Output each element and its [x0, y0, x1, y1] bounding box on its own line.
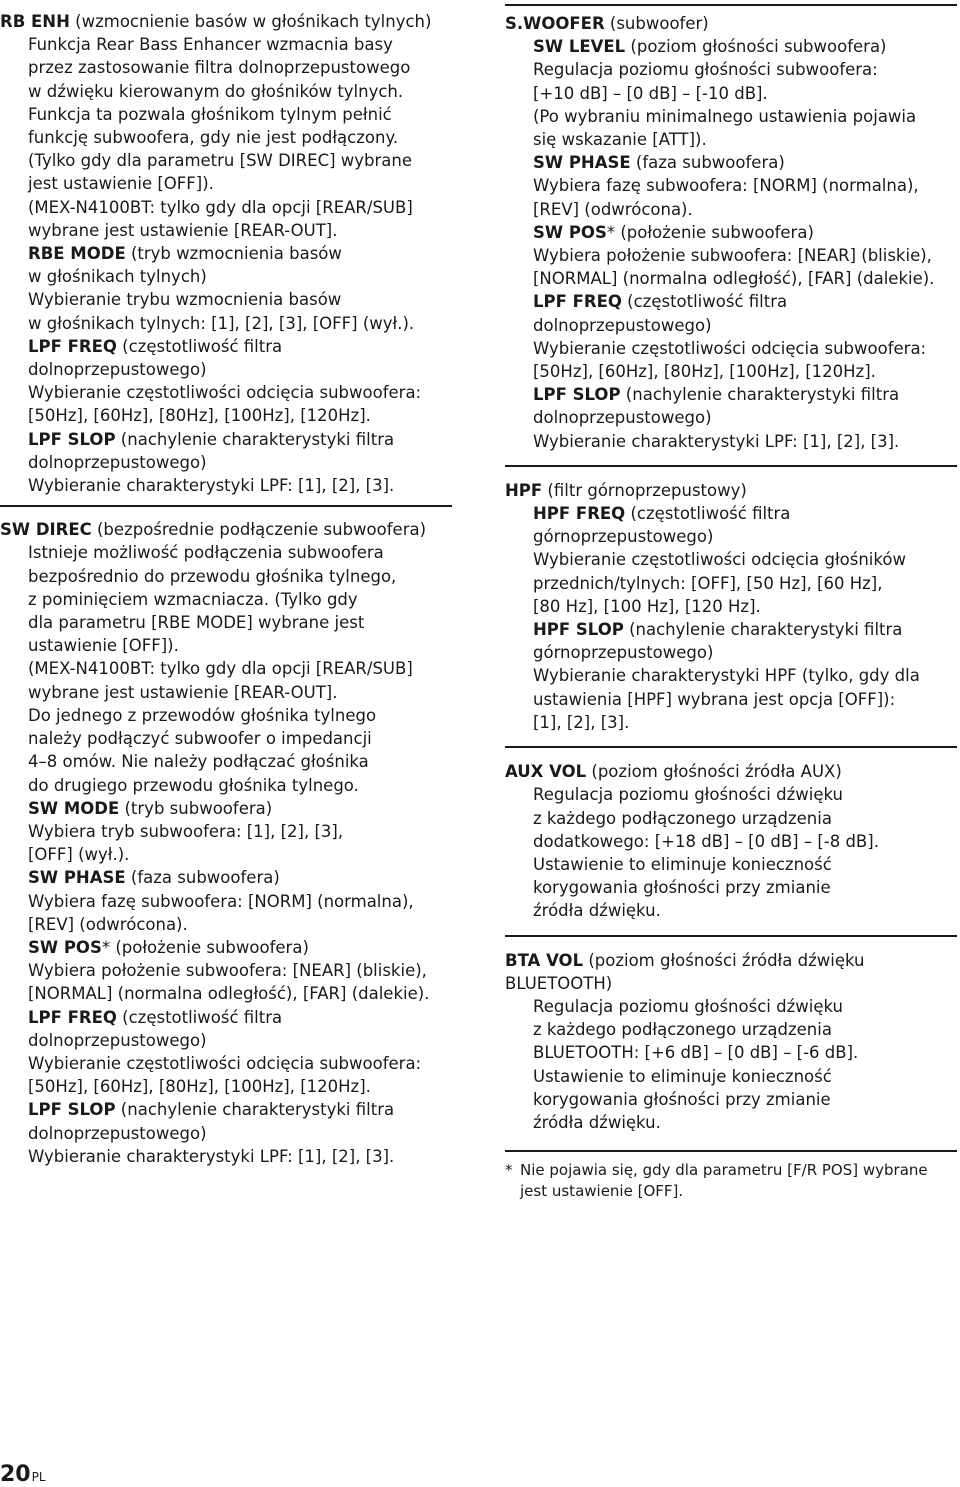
- term-label: HPF: [505, 480, 543, 500]
- text-line: Wybieranie charakterystyki LPF: [1], [2], [3].: [28, 476, 395, 496]
- text-line: bezpośrednio do przewodu głośnika tylnego,: [28, 566, 397, 586]
- section-aux-vol: [505, 746, 957, 922]
- text-line: jest ustawienie [OFF]).: [28, 174, 214, 194]
- text-line: [0, 866, 452, 889]
- text-line: [OFF] (wył.).: [28, 845, 130, 865]
- term-description: (tryb wzmocnienia basów: [125, 244, 342, 264]
- term-description: (nachylenie charakterystyki filtra: [620, 385, 900, 405]
- text-line: ustawienie [OFF]).: [28, 636, 179, 656]
- text-line: [0, 335, 452, 358]
- text-line: Regulacja poziomu głośności dźwięku: [533, 996, 843, 1016]
- page-number: [0, 1462, 46, 1487]
- text-line: [505, 290, 957, 313]
- section-hpf: [505, 465, 957, 734]
- term-description: (nachylenie charakterystyki filtra: [115, 1100, 395, 1120]
- term-description: (poziom głośności źródła AUX): [586, 762, 842, 782]
- section-heading: [0, 518, 452, 541]
- text-line: górnoprzepustowego): [533, 643, 714, 663]
- text-line: Funkcja Rear Bass Enhancer wzmacnia basy: [28, 35, 393, 55]
- term-label: SW MODE: [28, 798, 120, 818]
- term-label: LPF FREQ: [533, 292, 622, 312]
- text-line: dodatkowego: [+18 dB] – [0 dB] – [-8 dB].: [533, 831, 879, 851]
- text-line: BLUETOOTH): [505, 973, 613, 993]
- text-line: [505, 383, 957, 406]
- section-rb-enh: [0, 0, 452, 497]
- section-sw-direc: [0, 505, 452, 1168]
- text-line: Wybiera fazę subwoofera: [NORM] (normalna),: [28, 891, 414, 911]
- text-line: źródła dźwięku.: [533, 901, 661, 921]
- text-line: 4–8 omów. Nie należy podłączać głośnika: [28, 752, 369, 772]
- text-line: w dźwięku kierowanym do głośników tylnych.: [28, 81, 404, 101]
- text-line: Funkcja ta pozwala głośnikom tylnym pełnić: [28, 104, 392, 124]
- text-line: [80 Hz], [100 Hz], [120 Hz].: [533, 596, 761, 616]
- text-line: Wybieranie charakterystyki LPF: [1], [2], [3].: [533, 431, 900, 451]
- footnote-line: Nie pojawia się, gdy dla parametru [F/R POS] wybrane: [520, 1161, 928, 1180]
- term-description: (faza subwoofera): [630, 153, 785, 173]
- term-label: HPF SLOP: [533, 620, 624, 640]
- text-line: [NORMAL] (normalna odległość), [FAR] (dalekie).: [28, 984, 430, 1004]
- term-label: BTA VOL: [505, 950, 584, 970]
- text-line: [+10 dB] – [0 dB] – [-10 dB].: [533, 83, 768, 103]
- term-description: (wzmocnienie basów w głośnikach tylnych): [69, 12, 432, 31]
- left-column: [0, 0, 452, 1168]
- text-line: Wybiera fazę subwoofera: [NORM] (normalna),: [533, 176, 919, 196]
- term-label: HPF FREQ: [533, 504, 626, 524]
- text-line: Wybieranie częstotliwości odcięcia subwoofera:: [28, 1053, 422, 1073]
- text-line: wybrane jest ustawienie [REAR-OUT].: [28, 220, 338, 240]
- text-line: w głośnikach tylnych: [1], [2], [3], [OFF] (wył.).: [28, 313, 415, 333]
- term-label: RBE MODE: [28, 244, 126, 264]
- text-line: się wskazanie [ATT]).: [533, 130, 707, 150]
- text-line: Wybiera położenie subwoofera: [NEAR] (bliskie),: [28, 961, 427, 981]
- term-description: (faza subwoofera): [125, 868, 280, 888]
- right-column: [505, 0, 957, 1202]
- term-description: (nachylenie charakterystyki filtra: [623, 620, 903, 640]
- term-label: AUX VOL: [505, 762, 587, 782]
- term-description: (filtr górnoprzepustowy): [542, 480, 747, 500]
- text-line: (MEX-N4100BT: tylko gdy dla opcji [REAR/SUB]: [28, 197, 413, 217]
- text-line: Wybiera tryb subwoofera: [1], [2], [3],: [28, 821, 344, 841]
- text-line: Wybieranie charakterystyki LPF: [1], [2], [3].: [28, 1146, 395, 1166]
- text-line: [50Hz], [60Hz], [80Hz], [100Hz], [120Hz].: [533, 362, 876, 382]
- term-label: S.WOOFER: [505, 14, 605, 33]
- term-label: LPF SLOP: [533, 385, 621, 405]
- text-line: [REV] (odwrócona).: [28, 914, 188, 934]
- text-line: przednich/tylnych: [OFF], [50 Hz], [60 Hz],: [533, 573, 883, 593]
- term-label: SW PHASE: [533, 153, 631, 173]
- term-label: SW PHASE: [28, 868, 126, 888]
- text-line: [1], [2], [3].: [533, 712, 630, 732]
- text-line: Ustawienie to eliminuje konieczność: [533, 1066, 832, 1086]
- footnote: [505, 1150, 957, 1202]
- page-number-value: 20: [0, 1462, 31, 1487]
- text-line: źródła dźwięku.: [533, 1112, 661, 1132]
- text-line: Wybiera położenie subwoofera: [NEAR] (bliskie),: [533, 246, 932, 266]
- text-line: dolnoprzepustowego): [28, 1123, 207, 1143]
- text-line: [505, 221, 957, 244]
- text-line: dolnoprzepustowego): [28, 360, 207, 380]
- text-line: Ustawienie to eliminuje konieczność: [533, 854, 832, 874]
- text-line: w głośnikach tylnych): [28, 267, 207, 287]
- text-line: Wybieranie trybu wzmocnienia basów: [28, 290, 342, 310]
- text-line: [505, 35, 957, 58]
- text-line: Wybieranie częstotliwości odcięcia głośników: [533, 550, 906, 570]
- text-line: do drugiego przewodu głośnika tylnego.: [28, 775, 359, 795]
- text-line: Regulacja poziomu głośności subwoofera:: [533, 60, 878, 80]
- term-description: (nachylenie charakterystyki filtra: [115, 429, 395, 449]
- term-description: (częstotliwość filtra: [625, 504, 791, 524]
- term-label: SW POS: [28, 937, 102, 957]
- footnote-mark: *: [505, 1161, 513, 1180]
- term-label: SW DIREC: [0, 520, 92, 540]
- text-line: [50Hz], [60Hz], [80Hz], [100Hz], [120Hz].: [28, 406, 371, 426]
- text-line: (Tylko gdy dla parametru [SW DIREC] wybrane: [28, 151, 413, 171]
- term-description: (częstotliwość filtra: [116, 1007, 283, 1027]
- text-line: Regulacja poziomu głośności dźwięku: [533, 785, 843, 805]
- text-line: Wybieranie częstotliwości odcięcia subwoofera:: [533, 338, 927, 358]
- section-bta-vol: [505, 935, 957, 1135]
- text-line: BLUETOOTH: [+6 dB] – [0 dB] – [-6 dB].: [533, 1043, 859, 1063]
- text-line: korygowania głośności przy zmianie: [533, 878, 831, 898]
- text-line: przez zastosowanie filtra dolnoprzepustowego: [28, 58, 411, 78]
- section-heading: [505, 12, 957, 35]
- text-line: z każdego podłączonego urządzenia: [533, 1020, 832, 1040]
- text-line: [505, 502, 957, 525]
- term-label: RB ENH: [0, 12, 70, 31]
- text-line: wybrane jest ustawienie [REAR-OUT].: [28, 682, 338, 702]
- section-heading: [505, 949, 957, 972]
- text-line: Wybieranie częstotliwości odcięcia subwoofera:: [28, 383, 422, 403]
- term-label: LPF SLOP: [28, 429, 116, 449]
- term-label: LPF SLOP: [28, 1100, 116, 1120]
- section-heading: [505, 479, 957, 502]
- text-line: [505, 618, 957, 641]
- text-line: (MEX-N4100BT: tylko gdy dla opcji [REAR/SUB]: [28, 659, 413, 679]
- text-line: dolnoprzepustowego): [533, 408, 712, 428]
- text-line: [50Hz], [60Hz], [80Hz], [100Hz], [120Hz].: [28, 1077, 371, 1097]
- term-label: SW LEVEL: [533, 37, 626, 57]
- term-description: * (położenie subwoofera): [606, 222, 814, 242]
- text-line: dolnoprzepustowego): [533, 315, 712, 335]
- text-line: ustawienia [HPF] wybrana jest opcja [OFF]):: [533, 689, 896, 709]
- term-label: SW POS: [533, 222, 607, 242]
- text-line: [0, 1098, 452, 1121]
- term-description: (częstotliwość filtra: [621, 292, 788, 312]
- text-line: dolnoprzepustowego): [28, 452, 207, 472]
- text-line: Istnieje możliwość podłączenia subwoofera: [28, 543, 384, 563]
- term-label: LPF FREQ: [28, 336, 117, 356]
- text-line: Do jednego z przewodów głośnika tylnego: [28, 705, 377, 725]
- text-line: należy podłączyć subwoofer o impedancji: [28, 729, 372, 749]
- page-language-code: PL: [31, 1470, 46, 1484]
- term-description: * (położenie subwoofera): [101, 937, 309, 957]
- text-line: [505, 151, 957, 174]
- text-line: [0, 1006, 452, 1029]
- term-description: (poziom głośności subwoofera): [625, 37, 887, 57]
- text-line: (Po wybraniu minimalnego ustawienia pojawia: [533, 106, 917, 126]
- text-line: dla parametru [RBE MODE] wybrane jest: [28, 613, 365, 633]
- text-line: [0, 797, 452, 820]
- text-line: dolnoprzepustowego): [28, 1030, 207, 1050]
- text-line: [0, 936, 452, 959]
- text-line: Wybieranie charakterystyki HPF (tylko, gdy dla: [533, 666, 920, 686]
- text-line: z każdego podłączonego urządzenia: [533, 808, 832, 828]
- term-description: (poziom głośności źródła dźwięku: [583, 950, 865, 970]
- text-line: górnoprzepustowego): [533, 527, 714, 547]
- term-description: (subwoofer): [604, 14, 709, 33]
- term-description: (tryb subwoofera): [119, 798, 273, 818]
- text-line: funkcję subwoofera, gdy nie jest podłączony.: [28, 128, 399, 148]
- text-line: z pominięciem wzmacniacza. (Tylko gdy: [28, 589, 358, 609]
- text-line: [NORMAL] (normalna odległość), [FAR] (dalekie).: [533, 269, 935, 289]
- text-line: [0, 428, 452, 451]
- term-label: LPF FREQ: [28, 1007, 117, 1027]
- section-heading: [0, 10, 452, 33]
- text-line: korygowania głośności przy zmianie: [533, 1089, 831, 1109]
- text-line: [0, 242, 452, 265]
- section-s-woofer: [505, 4, 957, 453]
- footnote-line: jest ustawienie [OFF].: [520, 1182, 684, 1201]
- text-line: [REV] (odwrócona).: [533, 199, 693, 219]
- section-heading: [505, 760, 957, 783]
- term-description: (częstotliwość filtra: [116, 336, 283, 356]
- term-description: (bezpośrednie podłączenie subwoofera): [91, 520, 427, 540]
